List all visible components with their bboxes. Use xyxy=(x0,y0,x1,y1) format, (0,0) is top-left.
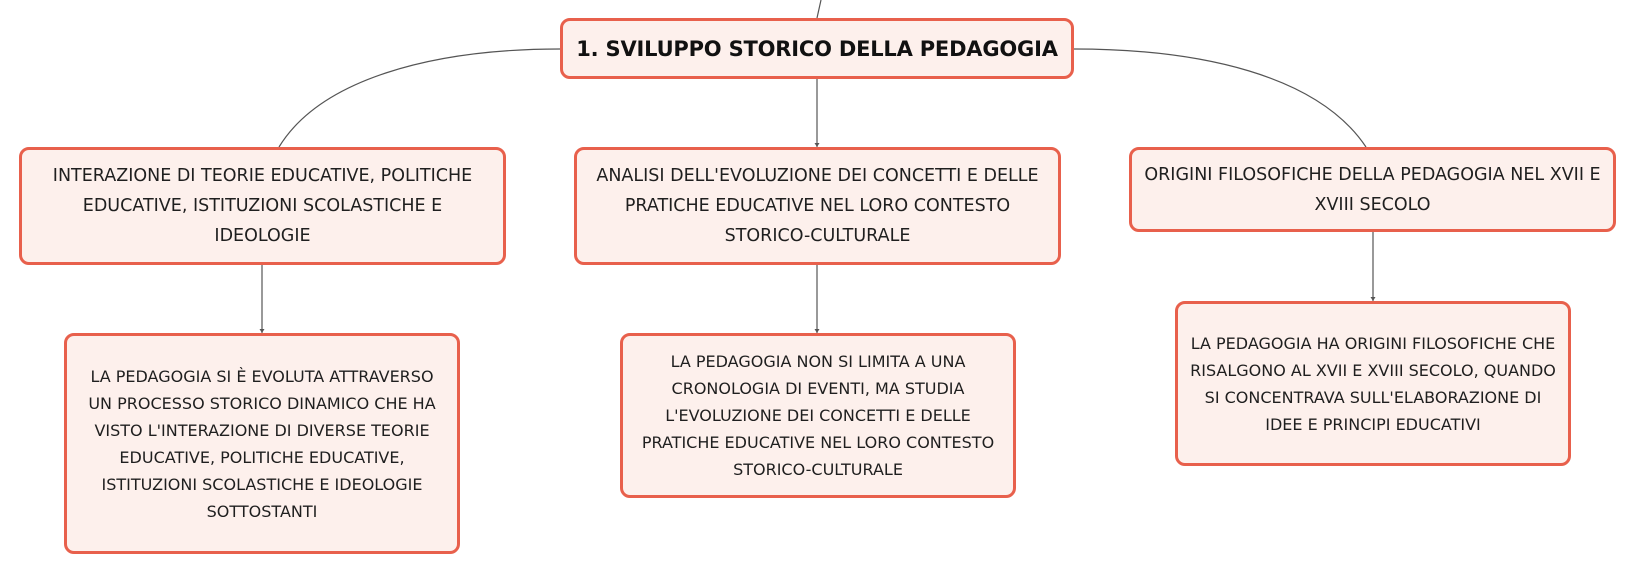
detail-label: LA PEDAGOGIA NON SI LIMITA A UNA CRONOLOGIA DI EVENTI, MA STUDIA L'EVOLUZIONE DEI CONCETTI E DELLE PRATICHE EDUCATIVE NEL LORO CONTESTO STORICO-CULTURALE xyxy=(641,352,995,479)
detail-teorie-educative[interactable] xyxy=(64,333,460,554)
detail-label: LA PEDAGOGIA SI È EVOLUTA ATTRAVERSO UN PROCESSO STORICO DINAMICO CHE HA VISTO L'INTERAZIONE DI DIVERSE TEORIE EDUCATIVE, POLITICHE EDUCATIVE, ISTITUZIONI SCOLASTICHE E IDEOLOGIE SOTTOSTANTI xyxy=(88,366,436,521)
detail-evoluzione-concetti[interactable] xyxy=(620,333,1016,498)
connector-root-parent xyxy=(817,0,821,18)
detail-origini-filosofiche[interactable] xyxy=(1175,301,1571,466)
subtopic-evoluzione-concetti[interactable] xyxy=(574,147,1061,265)
subtopic-origini-filosofiche[interactable] xyxy=(1129,147,1616,232)
detail-label: LA PEDAGOGIA HA ORIGINI FILOSOFICHE CHE RISALGONO AL XVII E XVIII SECOLO, QUANDO SI CONCENTRAVA SULL'ELABORAZIONE DI IDEE E PRINCIPI EDUCATIVI xyxy=(1190,333,1556,434)
root-topic-label: 1. SVILUPPO STORICO DELLA PEDAGOGIA xyxy=(576,36,1058,61)
root-topic[interactable] xyxy=(560,18,1074,79)
connector-root-left xyxy=(279,49,560,147)
subtopic-teorie-educative[interactable] xyxy=(19,147,506,265)
connector-root-right xyxy=(1074,49,1366,147)
subtopic-label: INTERAZIONE DI TEORIE EDUCATIVE, POLITICHE EDUCATIVE, ISTITUZIONI SCOLASTICHE E IDEOLOGIE xyxy=(52,166,473,246)
subtopic-label: ORIGINI FILOSOFICHE DELLA PEDAGOGIA NEL XVII E XVIII SECOLO xyxy=(1144,164,1601,215)
subtopic-label: ANALISI DELL'EVOLUZIONE DEI CONCETTI E DELLE PRATICHE EDUCATIVE NEL LORO CONTESTO STORICO-CULTURALE xyxy=(596,166,1039,246)
